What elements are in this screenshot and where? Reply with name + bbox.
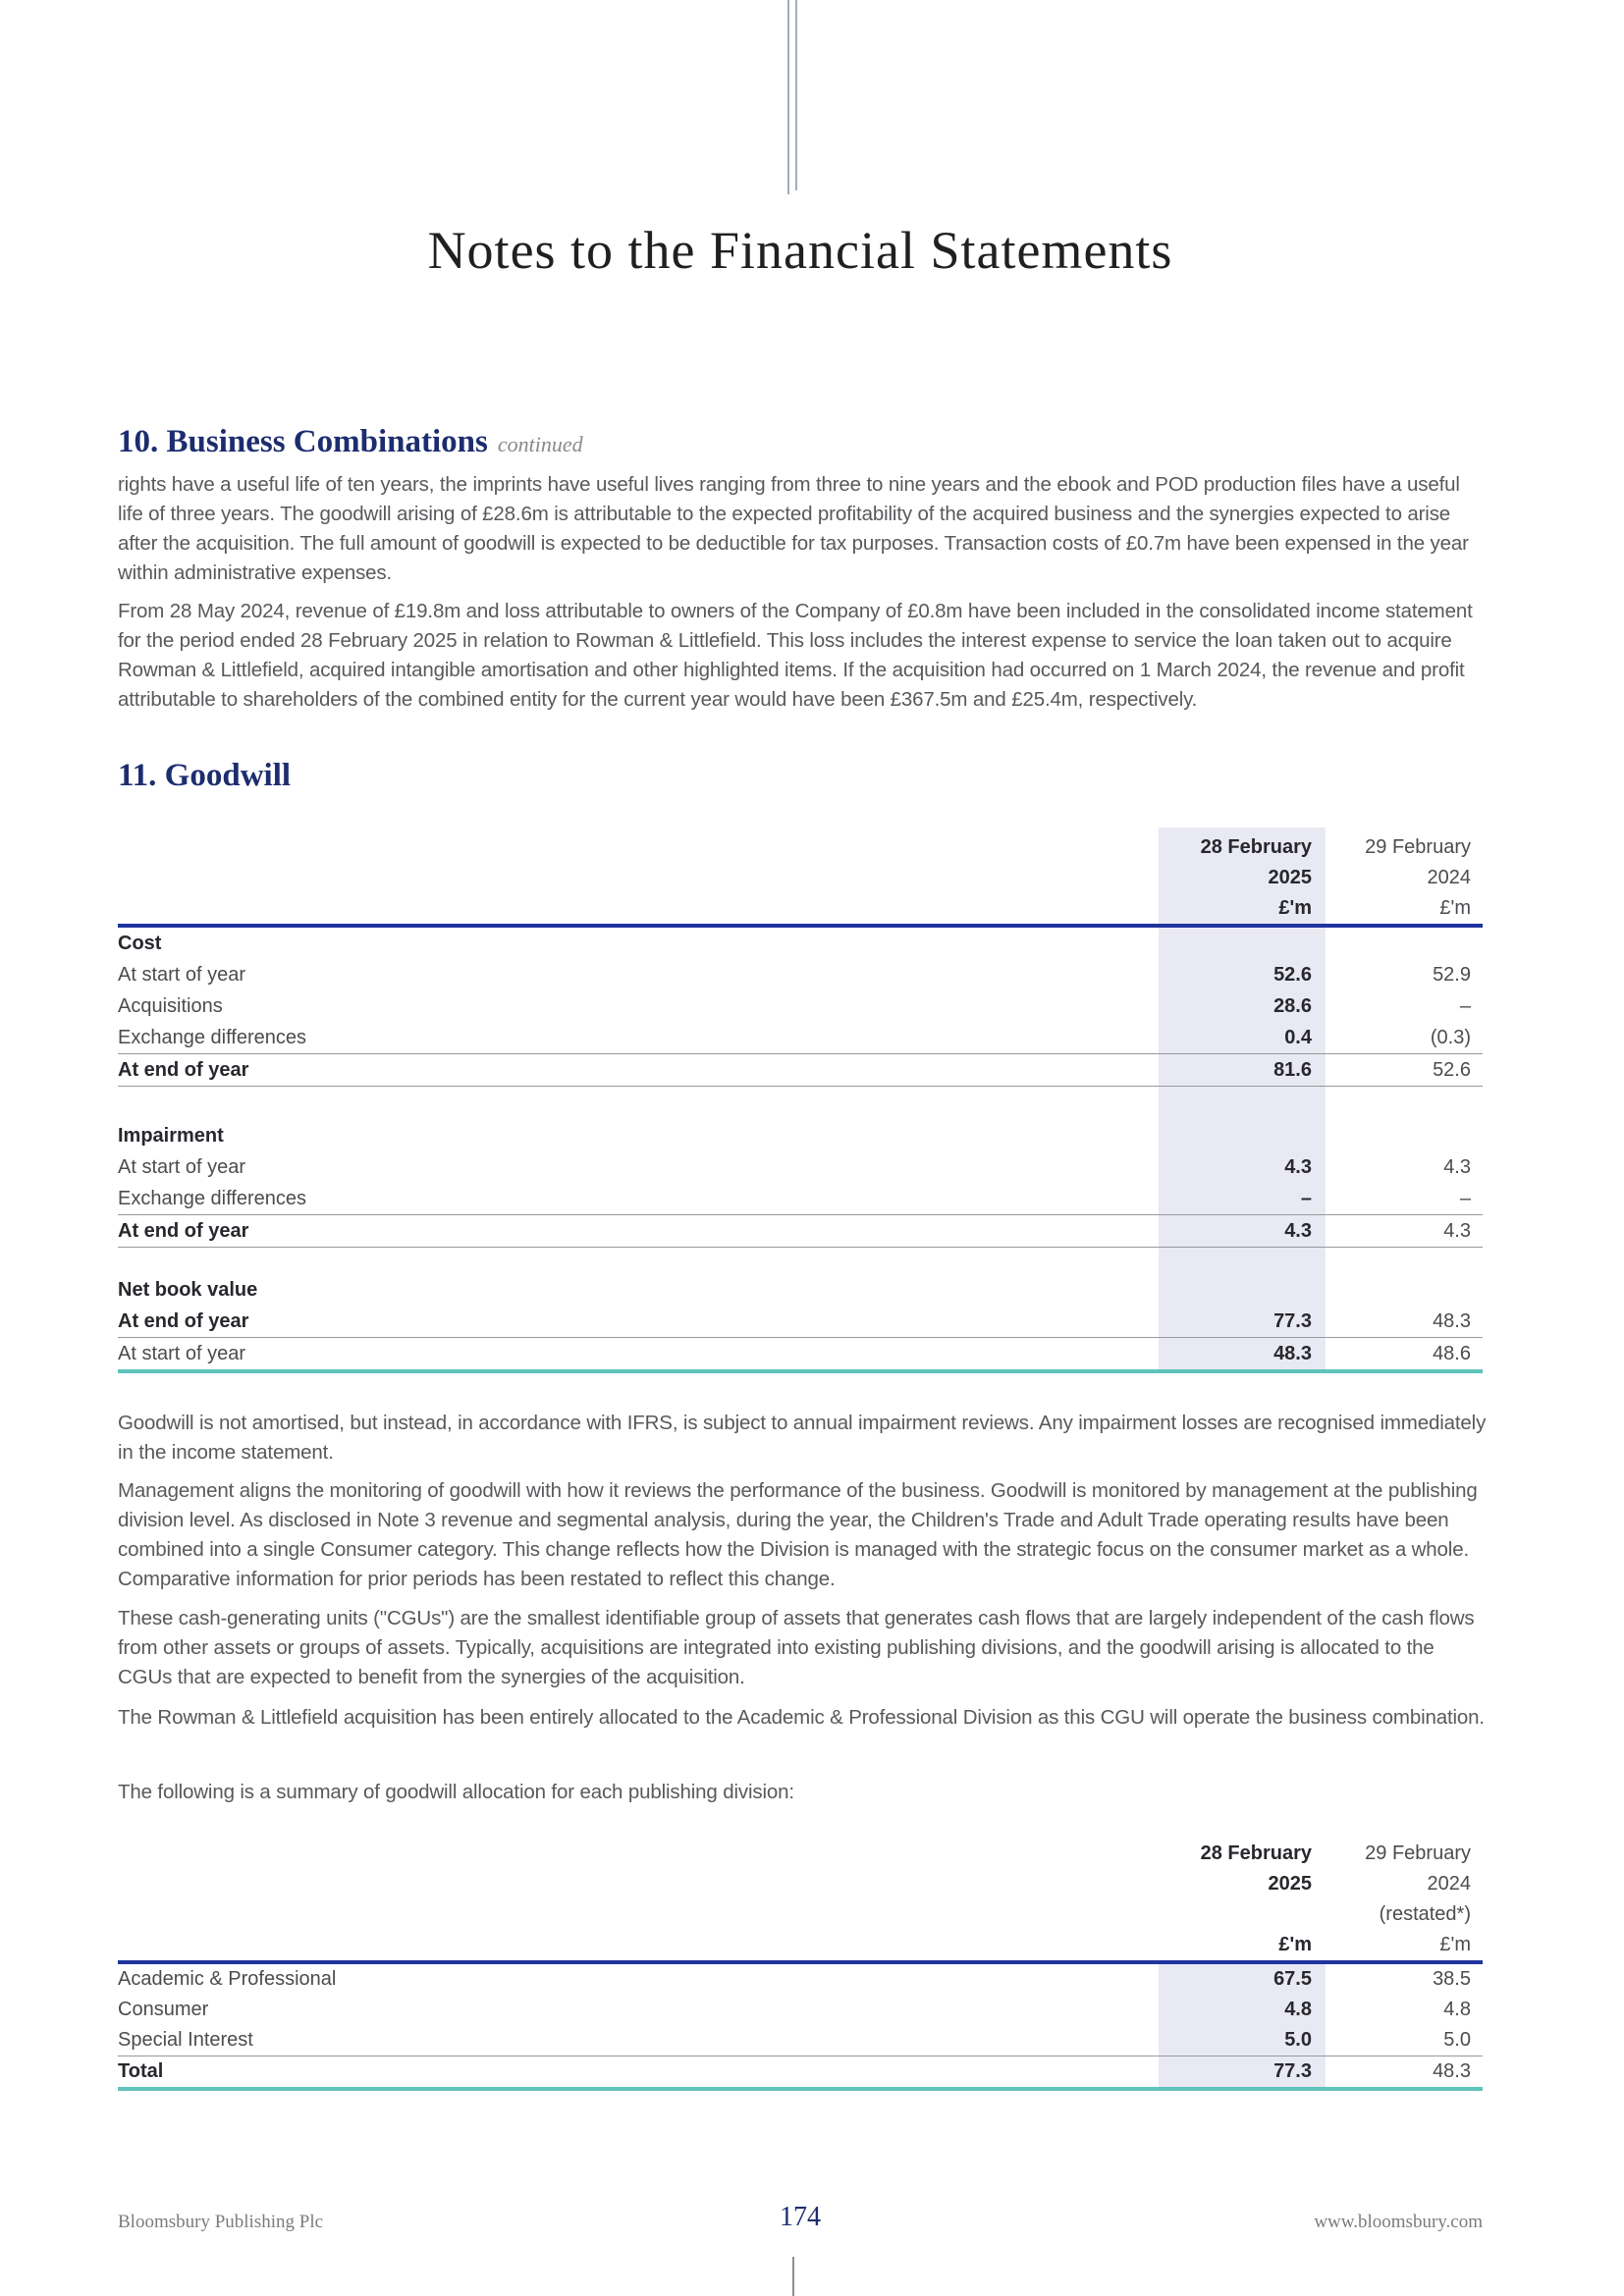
- value-2024: 52.9: [1433, 963, 1471, 986]
- section-10-continued-label: continued: [497, 432, 583, 456]
- row-label: Exchange differences: [118, 1026, 306, 1048]
- value-2025: 4.3: [1284, 1219, 1312, 1242]
- table-row: [118, 959, 1483, 990]
- table-row: [118, 2025, 1483, 2056]
- value-2024: 48.6: [1433, 1342, 1471, 1364]
- table-row: [118, 1964, 1483, 1995]
- row-label: Academic & Professional: [118, 1968, 337, 1990]
- value-2024: (0.3): [1430, 1026, 1471, 1048]
- paragraph: rights have a useful life of ten years, the imprints have useful lives ranging from three to nine years and the ebook and POD production files have a useful life of three years. The goodwill arising of £28.6m is attributable to the expected profitability of the acquired business and the synergies expected to arise after the acquisition. The full amount of goodwill is expected to be deductible for tax purposes. Transaction costs of £0.7m have been expensed in the year within administrative expenses.: [118, 473, 1469, 584]
- section-label: Cost: [118, 932, 162, 954]
- table-row: [118, 1022, 1483, 1054]
- section-11-title: 11. Goodwill: [118, 758, 292, 793]
- section-label: Net book value: [118, 1278, 258, 1301]
- column-header-2024-restated: (restated*): [1379, 1903, 1471, 1925]
- column-header-2025: 28 February: [1200, 836, 1312, 858]
- table-total-row: [118, 2056, 1483, 2087]
- column-header-2024: 29 February: [1365, 1842, 1471, 1864]
- row-label: At end of year: [118, 1219, 249, 1242]
- column-header-2024: £'m: [1439, 897, 1471, 919]
- section-10-title: 10. Business Combinations: [118, 424, 488, 459]
- paragraph: From 28 May 2024, revenue of £19.8m and loss attributable to owners of the Company of £0.8m have been included in the consolidated income statement for the period ended 28 February 2025 in relation to Rowman & Littlefield. This loss includes the interest expense to service the loan taken out to acquire Rowman & Littlefield, acquired intangible amortisation and other highlighted items. If the acquisition had occurred on 1 March 2024, the revenue and profit attributable to shareholders of the combined entity for the current year would have been £367.5m and £25.4m, respectively.: [118, 600, 1473, 711]
- value-2024: 48.3: [1433, 1309, 1471, 1332]
- column-header-2025: 28 February: [1200, 1842, 1312, 1864]
- table-header: [118, 1837, 1483, 1960]
- column-header-2024: £'m: [1439, 1934, 1471, 1955]
- column-header-2024: 2024: [1427, 867, 1471, 888]
- paragraph: The Rowman & Littlefield acquisition has been entirely allocated to the Academic & Professional Division as this CGU will operate the business combination.: [118, 1706, 1485, 1729]
- goodwill-movements-table: [118, 828, 1483, 1373]
- value-2024: –: [1459, 1187, 1471, 1209]
- value-2025: 48.3: [1273, 1342, 1312, 1364]
- value-2025: 77.3: [1273, 1309, 1312, 1332]
- table-header-row: [118, 1899, 1483, 1930]
- table-header-row: [118, 893, 1483, 924]
- table-header-row: [118, 1930, 1483, 1960]
- header-rule-line: [787, 0, 789, 194]
- table-row: [118, 1183, 1483, 1215]
- value-2024: 4.3: [1443, 1155, 1471, 1178]
- table-header-row: [118, 863, 1483, 893]
- footer-company-name: Bloomsbury Publishing Plc: [118, 2212, 324, 2232]
- value-2025: 4.3: [1284, 1155, 1312, 1178]
- table-header-row: [118, 1869, 1483, 1899]
- paragraph: The following is a summary of goodwill allocation for each publishing division:: [118, 1781, 794, 1803]
- value-2025: –: [1300, 1187, 1312, 1209]
- row-label: At start of year: [118, 1155, 246, 1178]
- row-label: Exchange differences: [118, 1187, 306, 1209]
- value-2025: 4.8: [1284, 1999, 1312, 2020]
- table-total-row: [118, 1215, 1483, 1248]
- paragraph: Management aligns the monitoring of goodwill with how it reviews the performance of the business. Goodwill is monitored by management at the publishing division level. As disclosed in Note 3 revenue and segmental analysis, during the year, the Children's Trade and Adult Trade operating results have been combined into a single Consumer category. This change reflects how the Division is managed with the strategic focus on the consumer market as a whole. Comparative information for prior periods has been restated to reflect this change.: [118, 1479, 1478, 1590]
- table-header: [118, 828, 1483, 924]
- value-2024: 4.3: [1443, 1219, 1471, 1242]
- section-label: Impairment: [118, 1124, 224, 1147]
- table-section-gap: [118, 1087, 1483, 1120]
- row-label: At start of year: [118, 1342, 246, 1364]
- table-total-row: [118, 1054, 1483, 1087]
- table-bottom-rule: [118, 2087, 1483, 2091]
- value-2024: 38.5: [1433, 1968, 1471, 1990]
- table-header-row: [118, 1839, 1483, 1869]
- value-2025: 28.6: [1273, 994, 1312, 1017]
- value-2025: 77.3: [1273, 2060, 1312, 2082]
- column-header-2025: £'m: [1278, 897, 1312, 919]
- value-2025: 5.0: [1284, 2029, 1312, 2051]
- header-rule-line: [795, 0, 797, 190]
- column-header-2024: 2024: [1427, 1873, 1471, 1895]
- column-header-2025: 2025: [1268, 867, 1312, 888]
- value-2025: 52.6: [1273, 963, 1312, 986]
- column-header-2025: £'m: [1278, 1934, 1312, 1955]
- footer-rule-line: [792, 2257, 794, 2296]
- row-label: Total: [118, 2060, 164, 2082]
- table-row: [118, 990, 1483, 1022]
- table-total-row: [118, 1306, 1483, 1338]
- row-label: Consumer: [118, 1999, 209, 2020]
- section-10-heading: [118, 422, 1483, 467]
- page-title: Notes to the Financial Statements: [427, 221, 1173, 280]
- goodwill-allocation-table: [118, 1837, 1483, 2091]
- value-2024: 5.0: [1443, 2029, 1471, 2051]
- footer-page-number: 174: [780, 2202, 821, 2232]
- value-2025: 67.5: [1273, 1968, 1312, 1990]
- table-row: [118, 1338, 1483, 1369]
- table-section-row: [118, 1274, 1483, 1306]
- value-2024: –: [1459, 994, 1471, 1017]
- table-bottom-rule: [118, 1369, 1483, 1373]
- value-2024: 48.3: [1433, 2060, 1471, 2082]
- row-label: Special Interest: [118, 2029, 253, 2051]
- paragraph: These cash-generating units ("CGUs") are the smallest identifiable group of assets that generates cash flows that are largely independent of the cash flows from other assets or groups of assets. Typically, acquisitions are integrated into existing publishing divisions, and the goodwill arising is allocated to the CGUs that are expected to benefit from the synergies of the acquisition.: [118, 1607, 1475, 1688]
- row-label: At end of year: [118, 1058, 249, 1081]
- value-2024: 4.8: [1443, 1999, 1471, 2020]
- table-section-row: [118, 1120, 1483, 1151]
- column-header-2024: 29 February: [1365, 836, 1471, 858]
- row-label: At end of year: [118, 1309, 249, 1332]
- table-section-row: [118, 928, 1483, 959]
- section-11-heading: [118, 756, 1483, 801]
- value-2025: 0.4: [1284, 1026, 1312, 1048]
- value-2024: 52.6: [1433, 1058, 1471, 1081]
- footer-website: www.bloomsbury.com: [1314, 2212, 1483, 2232]
- table-row: [118, 1995, 1483, 2025]
- row-label: At start of year: [118, 963, 246, 986]
- column-header-2025: 2025: [1268, 1873, 1312, 1895]
- table-row: [118, 1151, 1483, 1183]
- row-label: Acquisitions: [118, 994, 223, 1017]
- table-header-row: [118, 832, 1483, 863]
- paragraph: Goodwill is not amortised, but instead, in accordance with IFRS, is subject to annual impairment reviews. Any impairment losses are recognised immediately in the income statement.: [118, 1412, 1487, 1464]
- value-2025: 81.6: [1273, 1058, 1312, 1081]
- table-section-gap: [118, 1248, 1483, 1274]
